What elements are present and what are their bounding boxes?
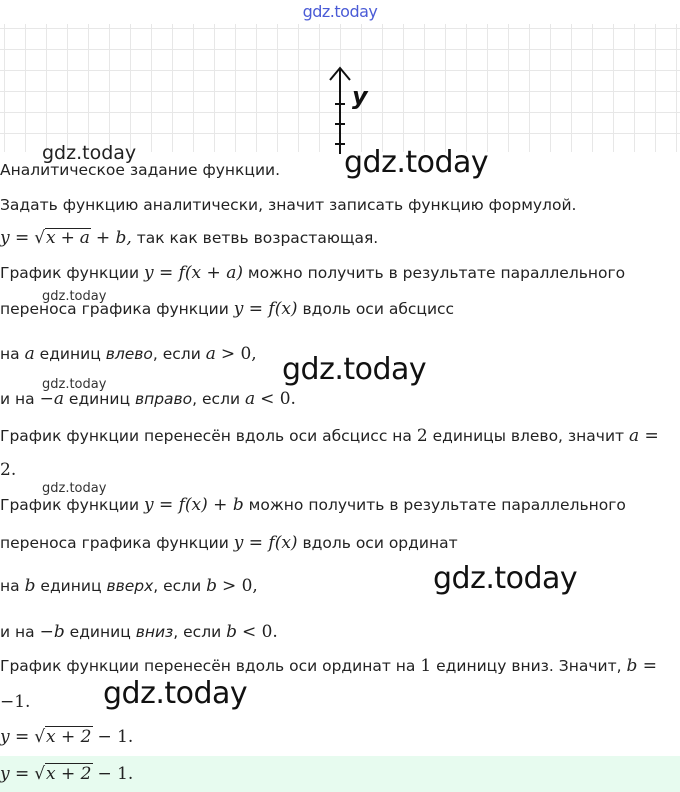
- watermark: gdz.today: [103, 676, 248, 711]
- condition: < 0.: [241, 622, 278, 642]
- sqrt-symbol-icon: √: [34, 228, 46, 248]
- direction: влево: [105, 345, 153, 363]
- math-var: b: [226, 622, 238, 642]
- shift-y-down: [0, 622, 680, 642]
- text: График функции: [0, 496, 140, 514]
- text: и на: [0, 623, 35, 641]
- text: , если: [152, 345, 201, 363]
- result-formula: [0, 727, 680, 747]
- math-expr: b =: [626, 656, 657, 676]
- direction: вверх: [106, 577, 154, 595]
- math-var: a: [205, 344, 216, 364]
- text: переноса графика функции: [0, 534, 229, 552]
- text: переноса графика функции: [0, 300, 229, 318]
- radicand: x + 2: [46, 727, 92, 747]
- text: можно получить в результате параллельного: [248, 496, 626, 514]
- radicand-plus: +: [60, 228, 75, 248]
- watermark: gdz.today: [42, 142, 137, 164]
- conclusion-b-value: [0, 692, 680, 712]
- conclusion-a-value: [0, 460, 680, 480]
- watermark: gdz.today: [344, 145, 489, 180]
- math-expr: y = f(x): [233, 533, 298, 553]
- radicand-x: x: [46, 228, 56, 248]
- watermark: gdz.today: [42, 481, 107, 496]
- text: , если: [192, 390, 241, 408]
- watermark: gdz.today: [42, 289, 107, 304]
- y-axis-arrow: [326, 64, 356, 156]
- text: вдоль оси абсцисс: [302, 300, 455, 318]
- watermark: gdz.today: [42, 377, 107, 392]
- sqrt-expression: [34, 228, 91, 248]
- text: можно получить в результате параллельного: [247, 264, 626, 282]
- text: единиц: [40, 577, 102, 595]
- math-var: b: [24, 576, 36, 596]
- formula-tail: − 1.: [97, 764, 134, 784]
- number: 1: [420, 656, 432, 676]
- shift-x-left: [0, 344, 680, 364]
- radicand: x + 2: [46, 764, 92, 784]
- formula-tail: − 1.: [97, 727, 134, 747]
- math-var: −a: [39, 389, 64, 409]
- conclusion-b: [0, 656, 680, 676]
- math-expr: a =: [628, 426, 659, 446]
- watermark: gdz.today: [433, 561, 578, 596]
- math-expr: y = f(x): [233, 299, 298, 319]
- math-var: a: [24, 344, 35, 364]
- shift-x-line2: [0, 299, 680, 319]
- answer-formula: [0, 764, 680, 784]
- condition: > 0,: [221, 576, 258, 596]
- condition: > 0,: [220, 344, 257, 364]
- condition: < 0.: [260, 389, 296, 409]
- text: вдоль оси ординат: [302, 534, 458, 552]
- sqrt-symbol-icon: √: [34, 764, 46, 784]
- shift-x-line1: [0, 263, 680, 283]
- value: 2.: [0, 460, 17, 480]
- text: на: [0, 345, 20, 363]
- math-expr: y = f(x) + b: [143, 495, 244, 515]
- formula-general: [0, 228, 680, 248]
- text: График функции: [0, 264, 140, 282]
- text: единиц: [39, 345, 101, 363]
- direction: вниз: [135, 623, 174, 641]
- sqrt-symbol-icon: √: [34, 727, 46, 747]
- math-var: −b: [39, 622, 65, 642]
- text: единиц: [69, 623, 131, 641]
- shift-y-up: [0, 576, 680, 596]
- value: −1.: [0, 692, 31, 712]
- math-var: a: [245, 389, 256, 409]
- radicand-a: a: [79, 228, 90, 248]
- math-var: b: [206, 576, 217, 596]
- formula-lhs: y =: [0, 228, 30, 248]
- formula-note: так как ветвь возрастающая.: [136, 229, 379, 247]
- top-watermark: gdz.today: [302, 2, 378, 21]
- text: , если: [173, 623, 222, 641]
- shift-x-right: [0, 389, 680, 409]
- text: единицу вниз. Значит,: [436, 657, 622, 675]
- shift-y-line2: [0, 533, 680, 553]
- formula-b: + b,: [95, 228, 132, 248]
- definition: Задать функцию аналитически, значит записать функцию формулой.: [0, 196, 577, 214]
- sqrt-expression: [34, 727, 92, 747]
- text: , если: [153, 577, 202, 595]
- text: единицы влево, значит: [432, 427, 625, 445]
- conclusion-a: [0, 426, 680, 446]
- y-axis-label: y: [352, 82, 368, 110]
- formula-lhs: y =: [0, 727, 30, 747]
- number: 2: [416, 426, 428, 446]
- text: на: [0, 577, 20, 595]
- sqrt-expression: [34, 764, 92, 784]
- text: и на: [0, 390, 35, 408]
- text: График функции перенесён вдоль оси абсцисс на: [0, 427, 412, 445]
- text: График функции перенесён вдоль оси ординат на: [0, 657, 416, 675]
- heading: Аналитическое задание функции.: [0, 161, 281, 179]
- watermark: gdz.today: [282, 352, 427, 387]
- text: единиц: [68, 390, 130, 408]
- math-expr: y = f(x + a): [143, 263, 243, 283]
- shift-y-line1: [0, 495, 680, 515]
- direction: вправо: [134, 390, 193, 408]
- formula-lhs: y =: [0, 764, 30, 784]
